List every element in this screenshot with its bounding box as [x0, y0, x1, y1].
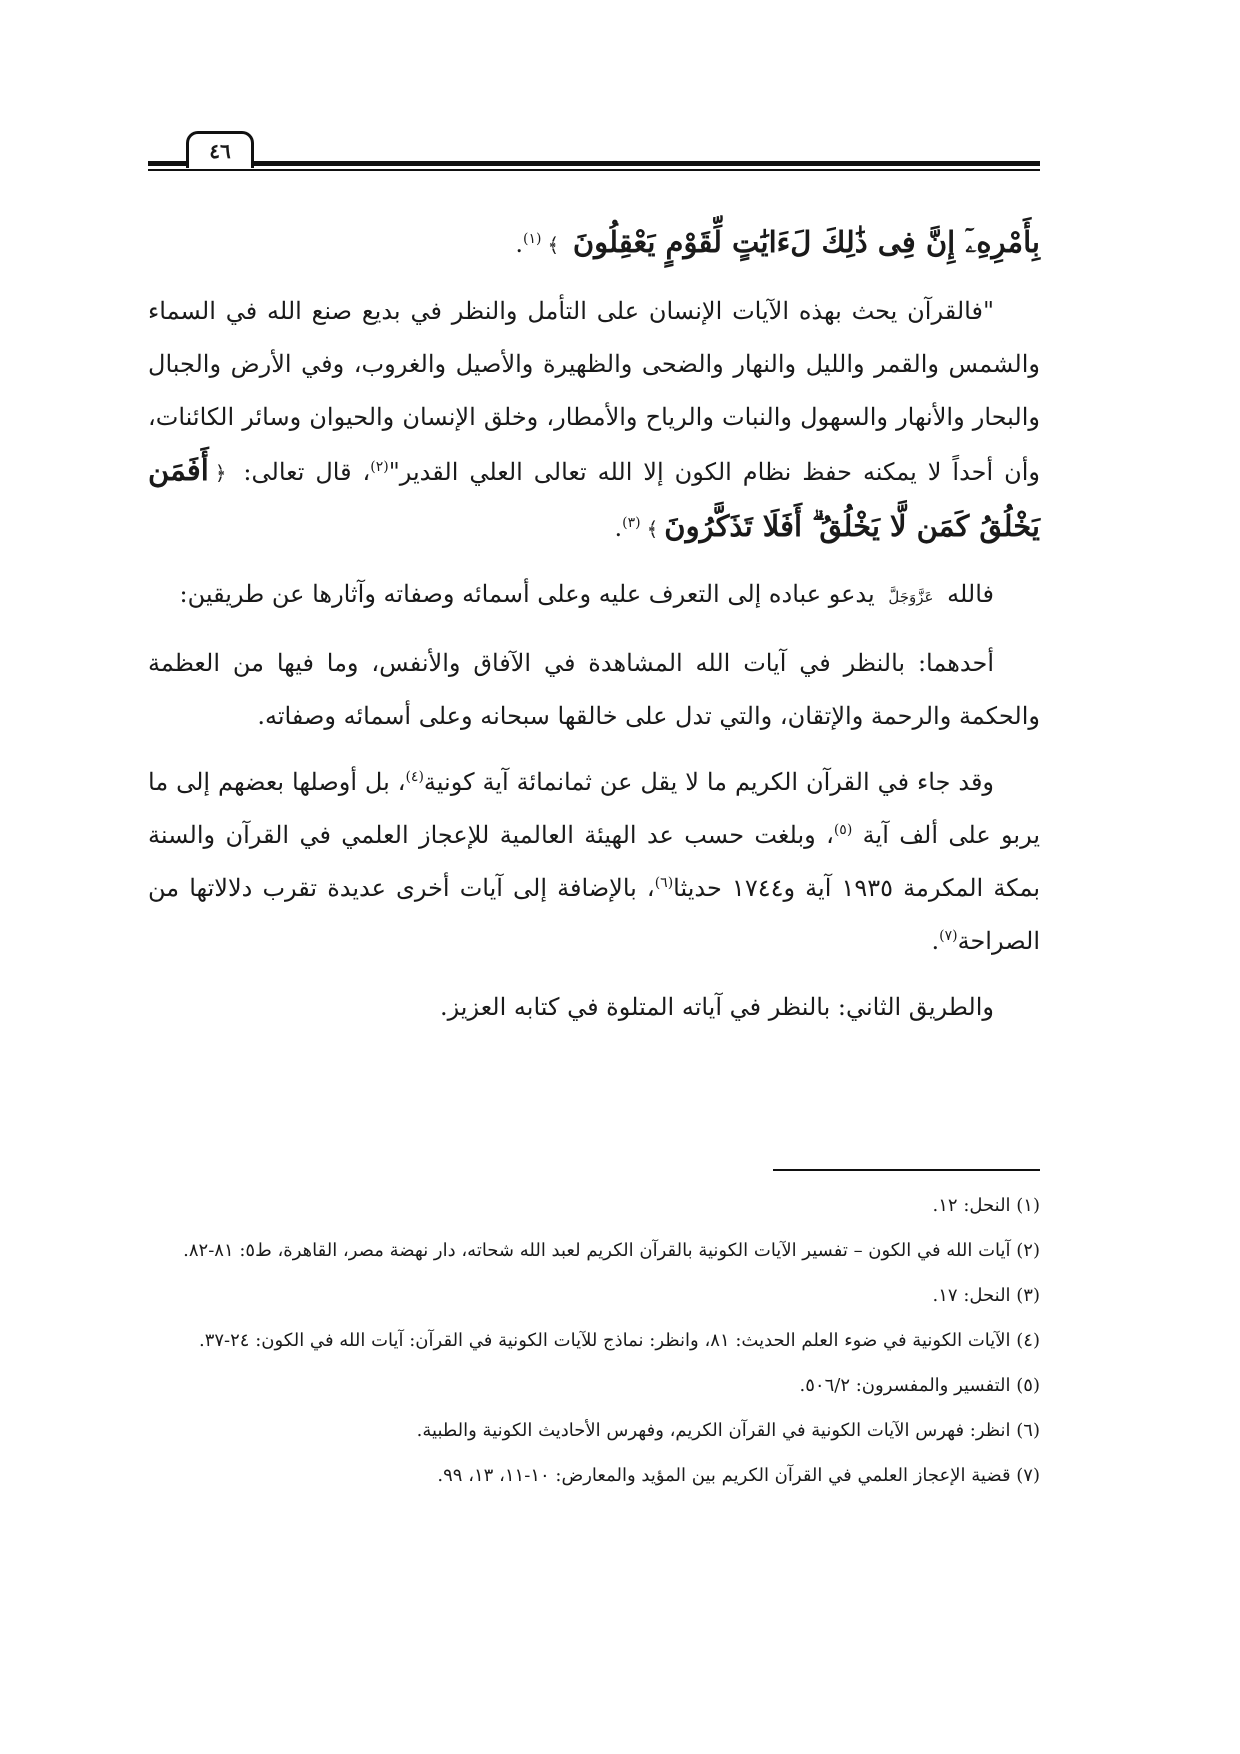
- paragraph-text: ، وبلغت حسب عد الهيئة العالمية للإعجاز العلمي في القرآن والسنة بمكة المكرمة ١٩٣٥ آية و١٧٤٤ حديثا: [148, 821, 1040, 902]
- footnote-ref[interactable]: (٥): [833, 822, 853, 838]
- paragraph-text: .: [931, 927, 940, 955]
- main-text: [148, 216, 1040, 1047]
- footnote-ref[interactable]: (١): [522, 231, 542, 247]
- page-number: ٤٦: [186, 131, 254, 168]
- footnote: (٧) قضية الإعجاز العلمي في القرآن الكريم بين المؤيد والمعارض: ١٠-١١، ١٣، ٩٩.: [437, 1465, 1040, 1486]
- footnote-separator: [773, 1169, 1040, 1171]
- paragraph: والطريق الثاني: بالنظر في آياته المتلوة في كتابه العزيز.: [439, 993, 994, 1021]
- footnotes: [148, 1186, 1040, 1501]
- footnote: (٢) آيات الله في الكون – تفسير الآيات الكونية بالقرآن الكريم لعبد الله شحاته، دار نهضة مصر، القاهرة، ط٥: ٨١-٨٢.: [183, 1240, 1040, 1261]
- quran-verse: بِأَمْرِهِۦٓ إِنَّ فِى ذَٰلِكَ لَءَايَٰتٍ لِّقَوْمٍ يَعْقِلُونَ: [572, 225, 1040, 259]
- honorific-glyph: عَزَّوَجَلَّ: [888, 588, 934, 606]
- footnote: (١) النحل: ١٢.: [932, 1195, 1040, 1216]
- quran-verse: أَفَمَن يَخْلُقُ كَمَن لَّا يَخْلُقُ ۗ أَفَلَا تَذَكَّرُونَ: [148, 453, 1040, 543]
- paragraph-text: ، بالإضافة إلى آيات أخرى عديدة تقرب دلالاتها من الصراحة: [148, 874, 1040, 955]
- header-rule: [148, 161, 1040, 166]
- header-rule-thin: [148, 169, 1040, 171]
- closing-ornament-icon: ﴾: [646, 517, 659, 541]
- closing-ornament-icon: ﴾: [547, 233, 560, 257]
- paragraph-text: ، قال تعالى:: [243, 458, 371, 486]
- verse-continuation: بِأَمْرِهِۦٓ إِنَّ فِى ذَٰلِكَ لَءَايَٰتٍ لِّقَوْمٍ يَعْقِلُونَ ﴾$^{(١)}$.: [515, 225, 1040, 259]
- paragraph-text: ، بل أوصلها بعضهم إلى ما يربو على ألف آية: [148, 768, 1040, 849]
- footnote-ref[interactable]: (٤): [405, 769, 424, 785]
- footnote: (٥) التفسير والمفسرون: ٥٠٦/٢.: [799, 1375, 1040, 1396]
- footnote-ref[interactable]: (٣): [622, 515, 641, 531]
- footnote: (٤) الآيات الكونية في ضوء العلم الحديث: ٨١، وانظر: نماذج للآيات الكونية في القرآن: آيات الله في الكون: ٢٤-٣٧.: [198, 1330, 1040, 1351]
- paragraph-text: يدعو عباده إلى التعرف عليه وعلى أسمائه وصفاته وآثارها عن طريقين:: [179, 580, 875, 608]
- page-header: [148, 128, 1040, 176]
- footnote-ref[interactable]: (٦): [654, 875, 674, 891]
- paragraph: "فالقرآن يحث بهذه الآيات الإنسان على التأمل والنظر في بديع صنع الله في السماء والشمس والقمر والليل والنهار والضحى والظهيرة والأصيل والغروب، وفي الأرض والجبال والبحار والأنهار والسهول والنبات والرياح والأمطار، وخلق الإنسان والحيوان وسائر الكائنات، وأن أحداً لا يمكنه حفظ نظام الكون إلا الله تعالى العلي القدير"$^{(٢)}$، قال تعالى: ﴿أَفَمَن يَخْلُقُ كَمَن لَّا يَخْلُقُ ۗ أَفَلَا تَذَكَّرُونَ﴾$^{(٣)}$.: [148, 297, 1040, 543]
- footnote: (٦) انظر: فهرس الآيات الكونية في القرآن الكريم، وفهرس الأحاديث الكونية والطبية.: [416, 1420, 1040, 1441]
- paragraph-text: وقد جاء في القرآن الكريم ما لا يقل عن ثمانمائة آية كونية: [423, 768, 995, 796]
- paragraph-text: "فالقرآن يحث بهذه الآيات الإنسان على التأمل والنظر في بديع صنع الله في السماء والشمس والقمر والليل والنهار والضحى والظهيرة والأصيل والغروب، وفي الأرض والجبال والبحار والأنهار والسهول والنبات والرياح والأمطار، وخلق الإنسان والحيوان وسائر الكائنات، وأن أحداً لا يمكنه حفظ نظام الكون إلا الله تعالى العلي القدير": [148, 297, 1040, 486]
- paragraph: [148, 756, 1040, 968]
- opening-ornament-icon: ﴿: [214, 461, 227, 485]
- paragraph-text: فالله: [947, 580, 994, 608]
- footnote-ref[interactable]: (٢): [370, 459, 389, 475]
- paragraph: أحدهما: بالنظر في آيات الله المشاهدة في الآفاق والأنفس، وما فيها من العظمة والحكمة والرحمة والإتقان، والتي تدل على خالقها سبحانه وعلى أسمائه وصفاته.: [148, 649, 1040, 730]
- footnote-ref[interactable]: (٧): [939, 928, 958, 944]
- paragraph: [148, 568, 1040, 624]
- footnote: (٣) النحل: ١٧.: [932, 1285, 1040, 1306]
